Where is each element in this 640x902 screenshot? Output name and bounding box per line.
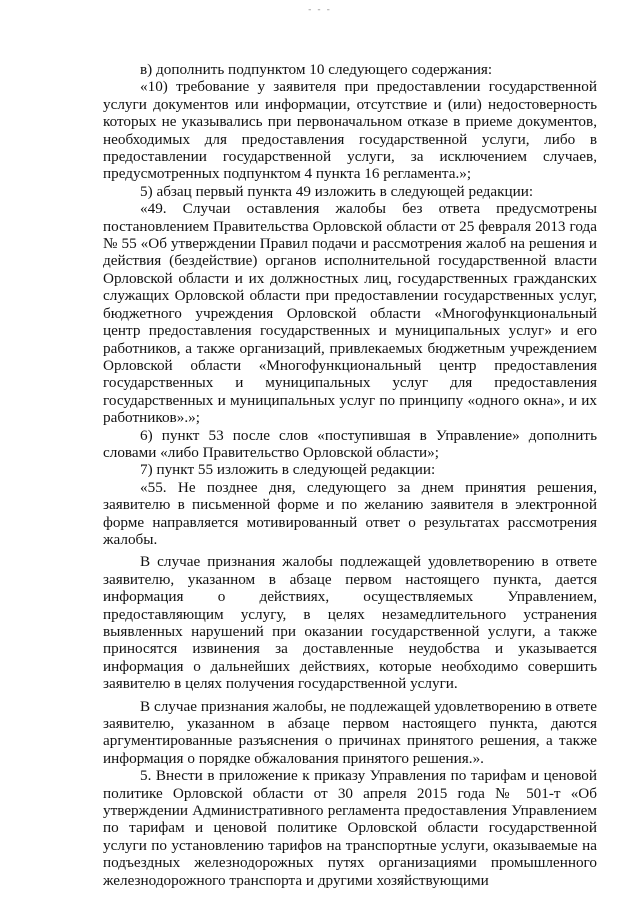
paragraph-10: 5. Внести в приложение к приказу Управления по тарифам и ценовой политике Орловской области от 30 апреля 2015 года № 501-т «Об утверждении Административного регламента предоставления Управлением по тарифам и ценовой политике Орловской области государственной услуги по установлению тарифов на транспортные услуги, оказываемые на подъездных железнодорожных путях организациями промышленного железнодорожного транспорта и другими хозяйствующими [103, 767, 597, 889]
paragraph-2: «10) требование у заявителя при предоставлении государственной услуги документов или информации, отсутствие и (или) недостоверность которых не указывались при первоначальном отказе в приеме документов, необходимых для предоставления государственной услуги, либо в предоставлении государственной услуги, за исключением случаев, предусмотренных подпунктом 4 пункта 16 регламента.»; [103, 78, 597, 183]
paragraph-4: «49. Случаи оставления жалобы без ответа предусмотрены постановлением Правительства Орловской области от 25 февраля 2013 года № 55 «Об утверждении Правил подачи и рассмотрения жалоб на решения и действия (бездействие) органов исполнительной государственной власти Орловской области и их должностных лиц, государственных гражданских служащих Орловской области при предоставлении государственных услуг, бюджетного учреждения Орловской области «Многофункциональный центр предоставления государственных и муниципальных услуг» и его работников, а также организаций, привлекаемых бюджетным учреждением Орловской области «Многофункциональный центр предоставления государственных и муниципальных услуг для предоставления государственных и муниципальных услуг по принципу «одного окна», и их работников».»; [103, 200, 597, 427]
paragraph-3: 5) абзац первый пункта 49 изложить в следующей редакции: [140, 182, 534, 200]
paragraph-1: в) дополнить подпунктом 10 следующего содержания: [140, 61, 493, 78]
paragraph-5: 6) пункт 53 после слов «поступившая в Управление» дополнить словами «либо Правительство Орловской области»; [103, 426, 597, 461]
document-body [103, 61, 597, 889]
paragraph-7: «55. Не позднее дня, следующего за днем принятия решения, заявителю в письменной форме и по желанию заявителя в электронной форме направляется мотивированный ответ о результатах рассмотрения жалобы. [103, 478, 597, 548]
paragraph-9: В случае признания жалобы, не подлежащей удовлетворению в ответе заявителю, указанном в абзаце первом настоящего пункта, даются аргументированные разъяснения о причинах принятого решения, а также информация о порядке обжалования принятого решения.». [103, 697, 597, 767]
paragraph-8: В случае признания жалобы подлежащей удовлетворению в ответе заявителю, указанном в абзаце первом настоящего пункта, дается информация о действиях, осуществляемых Управлением, предоставляющим услугу, в целях незамедлительного устранения выявленных нарушений при оказании государственной услуги, а также приносятся извинения за доставленные неудобства и указывается информация о дальнейших действиях, которые необходимо совершить заявителю в целях получения государственной услуги. [103, 553, 597, 693]
paragraph-6: 7) пункт 55 изложить в следующей редакции: [140, 461, 436, 479]
header-mark: - - - [308, 4, 332, 14]
